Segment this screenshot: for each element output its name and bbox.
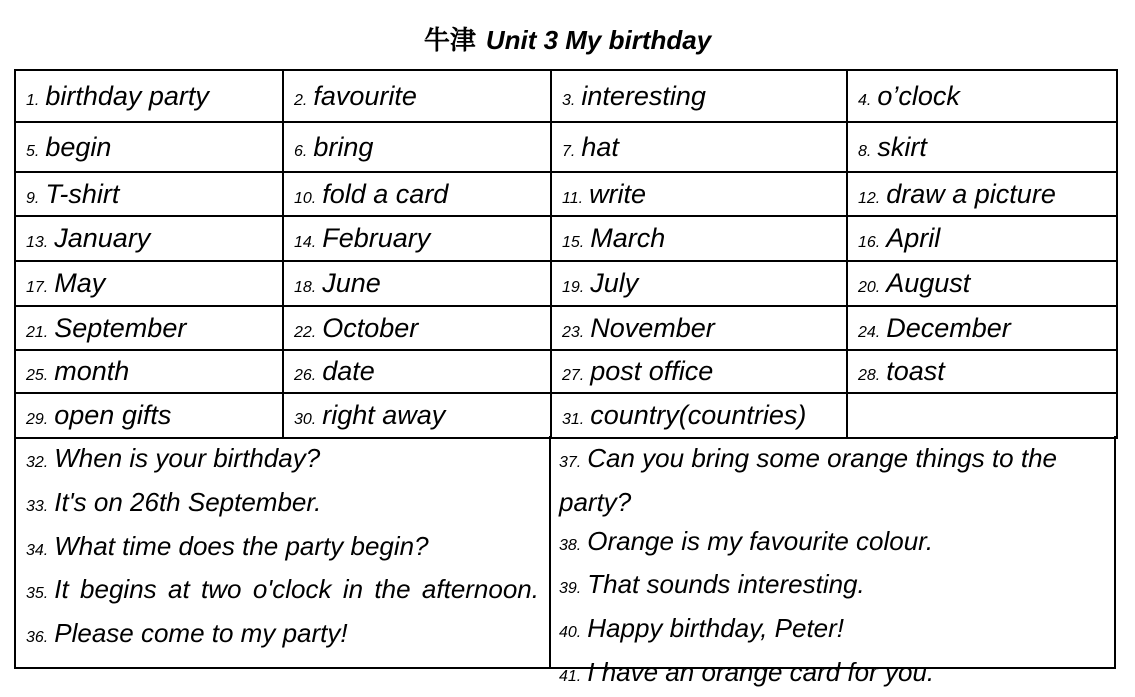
vocab-number: 17. <box>26 279 49 296</box>
vocab-cell <box>283 172 551 216</box>
vocab-word: April <box>886 223 941 253</box>
vocab-number: 8. <box>858 142 872 160</box>
vocab-row <box>15 122 1117 172</box>
vocab-cell <box>847 393 1117 438</box>
vocab-cell <box>847 350 1117 393</box>
vocab-cell <box>283 261 551 306</box>
vocab-number: 6. <box>294 142 308 160</box>
vocab-word: bring <box>313 131 374 162</box>
vocab-word: hat <box>581 131 619 162</box>
vocabulary-table <box>14 69 1118 439</box>
sentence-32: 32. When is your birthday? <box>26 443 321 473</box>
vocab-cell <box>847 172 1117 216</box>
vocab-row <box>15 306 1117 350</box>
vocab-word: skirt <box>877 131 927 162</box>
vocab-word: country(countries) <box>590 400 807 430</box>
vocab-number: 21. <box>26 323 49 341</box>
vocab-row <box>15 70 1117 122</box>
sentence-33: 33. It's on 26th September. <box>26 486 322 517</box>
vocab-cell <box>847 261 1117 306</box>
vocab-cell <box>847 306 1117 350</box>
vocab-cell <box>551 393 847 438</box>
vocab-number: 30. <box>294 411 317 428</box>
vocab-number: 29. <box>26 411 49 428</box>
vocab-number: 31. <box>562 411 585 428</box>
vocab-number: 27. <box>562 367 585 384</box>
title-english: Unit 3 My birthday <box>485 25 712 55</box>
vocab-word: toast <box>886 356 945 386</box>
title-chinese: 牛津 <box>423 26 476 56</box>
vocab-cell <box>283 216 551 261</box>
vocab-row <box>15 261 1117 306</box>
vocab-number: 26. <box>294 367 317 384</box>
vocab-word: right away <box>322 400 446 430</box>
vocab-cell <box>551 261 847 306</box>
vocab-row <box>15 393 1117 438</box>
vocab-cell <box>847 216 1117 261</box>
vocab-word: date <box>322 356 375 386</box>
vocab-cell <box>15 261 283 306</box>
vocab-word: open gifts <box>54 400 172 430</box>
vocab-cell <box>551 172 847 216</box>
sentence-35: 35. It begins at two o'clock in the afternoon. <box>26 574 539 605</box>
vocab-word: February <box>322 223 431 253</box>
vocab-word: January <box>54 223 151 253</box>
vocab-cell <box>283 350 551 393</box>
vocab-cell <box>847 70 1117 122</box>
vocab-number: 13. <box>26 234 49 251</box>
vocab-cell <box>551 350 847 393</box>
vocab-number: 9. <box>26 189 40 207</box>
sentence-34: 34. What time does the party begin? <box>26 530 429 561</box>
sentence-38: 38. Orange is my favourite colour. <box>559 525 934 556</box>
vocab-number: 24. <box>858 323 881 341</box>
vocab-number: 16. <box>858 234 881 251</box>
vocab-cell <box>551 122 847 172</box>
vocab-cell <box>15 350 283 393</box>
vocab-number: 14. <box>294 234 317 251</box>
vocab-number: 11. <box>562 189 584 207</box>
vocab-row <box>15 350 1117 393</box>
vocab-cell <box>283 306 551 350</box>
sentence-37: 37. Can you bring some orange things to the party? <box>559 443 1057 517</box>
vocab-number: 3. <box>562 91 576 109</box>
vocab-cell <box>551 70 847 122</box>
vocab-cell <box>15 70 283 122</box>
vocab-word: July <box>590 268 639 298</box>
vocab-word: December <box>886 312 1011 343</box>
vocab-word: November <box>590 312 715 343</box>
vocab-cell <box>15 216 283 261</box>
vocab-word: interesting <box>581 80 706 111</box>
vocab-cell <box>283 393 551 438</box>
vocab-word: October <box>322 312 419 343</box>
sentence-40: 40. Happy birthday, Peter! <box>559 613 845 644</box>
vocab-word: fold a card <box>322 178 449 209</box>
vocab-word: write <box>589 178 647 209</box>
sentence-36: 36. Please come to my party! <box>26 618 348 649</box>
vocab-number: 20. <box>858 279 881 296</box>
vocab-number: 10. <box>294 189 317 207</box>
sentence-39: 39. That sounds interesting. <box>559 569 865 600</box>
vocab-word: post office <box>590 356 714 386</box>
vocab-word: draw a picture <box>886 178 1056 209</box>
vocab-cell <box>283 122 551 172</box>
vocab-number: 15. <box>562 234 585 251</box>
vocab-number: 25. <box>26 367 49 384</box>
page-title <box>0 20 1135 57</box>
vocab-number: 12. <box>858 189 881 207</box>
vocab-word: birthday party <box>45 80 209 111</box>
vocab-cell <box>15 306 283 350</box>
vocab-cell <box>15 172 283 216</box>
vocab-cell <box>15 122 283 172</box>
vocab-word: favourite <box>313 80 417 111</box>
vocab-row <box>15 216 1117 261</box>
vocab-word: August <box>886 268 971 298</box>
vocab-word: June <box>322 268 381 298</box>
vocab-word: o’clock <box>877 80 960 111</box>
sentence-41: 41. I have an orange card for you. <box>559 656 935 687</box>
vocab-word: September <box>54 312 187 343</box>
vocab-cell <box>15 393 283 438</box>
vocab-number: 19. <box>562 279 585 296</box>
vocab-word: begin <box>45 131 112 162</box>
vocab-row <box>15 172 1117 216</box>
vocab-cell <box>551 216 847 261</box>
vocab-number: 2. <box>294 91 308 109</box>
vocab-word: month <box>54 356 130 386</box>
vocab-number: 28. <box>858 367 881 384</box>
sentences-left-column <box>14 436 551 669</box>
vocab-number: 5. <box>26 142 40 160</box>
vocab-number: 23. <box>562 323 585 341</box>
vocab-number: 18. <box>294 279 317 296</box>
vocab-number: 1. <box>26 91 40 109</box>
vocab-number: 4. <box>858 91 872 109</box>
vocab-word: T-shirt <box>45 178 120 209</box>
vocab-number: 7. <box>562 142 576 160</box>
vocab-cell <box>551 306 847 350</box>
vocab-number: 22. <box>294 323 317 341</box>
vocab-cell <box>847 122 1117 172</box>
vocab-cell <box>283 70 551 122</box>
sentences-right-column <box>549 436 1116 687</box>
vocab-word: March <box>590 223 666 253</box>
vocab-word: May <box>54 268 106 298</box>
